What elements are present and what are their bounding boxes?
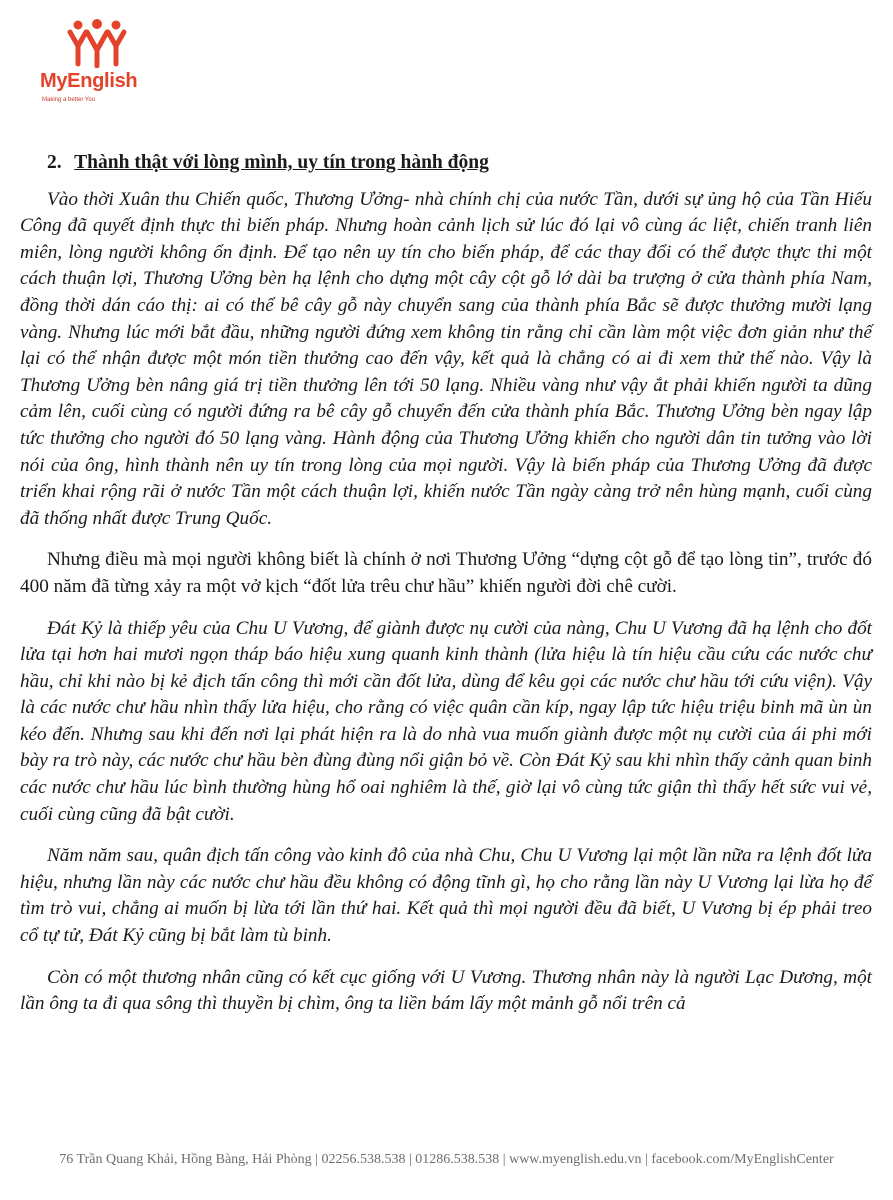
paragraph-five-years-later: Năm năm sau, quân địch tấn công vào kinh đô của nhà Chu, Chu U Vương lại một lần nữa ra lệnh đốt lửa hiệu, nhưng lần này các nước chư hầu đều không có động tĩnh gì, họ cho rằng lần này U Vương lại lừa họ để tìm trò vui, chẳng ai muốn bị lừa tới lần thứ hai. Kết quả thì mọi người đều đã biết, U Vương bị ép phải treo cổ tự tử, Đát Kỷ cũng bị bắt làm tù binh. bbox=[20, 845, 872, 947]
paragraph-thuong-uong: Vào thời Xuân thu Chiến quốc, Thương Ưởng- nhà chính chị của nước Tần, dưới sự ủng hộ của Tần Hiếu Công đã quyết định thực thi biến pháp. Nhưng hoàn cảnh lịch sử lúc đó lại vô cùng ác liệt, chiến tranh liên miên, lòng người không ổn định. Để tạo nên uy tín cho biến pháp, để các thay đổi có thể được thực thi một cách thuận lợi, Thương Ưởng bèn hạ lệnh cho dựng một cây cột gỗ lớ dài ba trượng ở cửa thành phía Nam, đồng thời dán cáo thị: ai có thể bê cây gỗ này chuyển sang của thành phía Bắc sẽ được thưởng mười lạng vàng. Nhưng lúc mới bắt đầu, những người đứng xem không tin rằng chỉ cần làm một việc đơn giản như thế lại có thể nhận được một món tiền thưởng cao đến vậy, kết quả là chẳng có ai đi xem thử thế nào. Vậy là Thương Ưởng bèn nâng giá trị tiền thưởng lên tới 50 lạng. Nhiều vàng như vậy ắt phải khiến người ta dũng cảm lên, cuối cùng có người đứng ra bê cây gỗ chuyển đến cửa thành phía Bắc. Thương Ưởng bèn ngay lập tức thưởng cho người đó 50 lạng vàng. Hành động của Thương Ưởng khiến cho người dân tin tưởng vào lời nói của ông, hình thành nên uy tín trong lòng của mọi người. Vậy là biến pháp của Thương Ưởng đã được triển khai rộng rãi ở nước Tần một cách thuận lợi, khiến nước Tần ngày càng trở nên hùng mạnh, cuối cùng đã thống nhất được Trung Quốc. bbox=[20, 188, 872, 529]
paragraph-transition: Nhưng điều mà mọi người không biết là chính ở nơi Thương Ưởng “dựng cột gỗ để tạo lòng tin”, trước đó 400 năm đã từng xảy ra một vở kịch “đốt lửa trêu chư hầu” khiến người đời chê cười. bbox=[20, 549, 872, 597]
page-footer: 76 Trần Quang Khải, Hồng Bàng, Hải Phòng | 02256.538.538 | 01286.538.538 | www.myenglish.edu.vn | facebook.com/MyEnglishCenter bbox=[59, 1152, 834, 1167]
three-people-logo-icon bbox=[66, 18, 128, 68]
logo-tagline: Making a better You bbox=[42, 97, 96, 103]
paragraph-merchant: Còn có một thương nhân cũng có kết cục giống với U Vương. Thương nhân này là người Lạc Dương, một lần ông ta đi qua sông thì thuyền bị chìm, ông ta liền bám lấy một mảnh gỗ nổi trên cả bbox=[20, 966, 872, 1015]
logo-text: MyEnglish bbox=[40, 70, 138, 92]
section-heading bbox=[47, 150, 872, 177]
brand-logo bbox=[40, 18, 160, 103]
section-number: 2. bbox=[47, 152, 62, 173]
document-body bbox=[20, 150, 872, 1033]
section-title: Thành thật với lòng mình, uy tín trong hành động bbox=[74, 152, 489, 173]
paragraph-dat-ky: Đát Kỷ là thiếp yêu của Chu U Vương, để giành được nụ cười của nàng, Chu U Vương đã hạ lệnh cho đốt lửa tại hơn hai mươi ngọn tháp báo hiệu xung quanh kinh thành (lửa hiệu là tín hiệu cầu cứu các nước chư hầu, chỉ khi nào bị kẻ địch tấn công thì mới cần đốt lửa, dùng để kêu gọi các nước chư hầu tới cứu viện). Vậy là các nước chư hầu nhìn thấy lửa hiệu, cho rằng có việc quân cần kíp, ngay lập tức hiệu triệu binh mã ùn ùn kéo đến. Nhưng sau khi đến nơi lại phát hiện ra là do nhà vua muốn giành được một nụ cười của ái phi mới bày ra trò này, các nước chư hầu bèn đùng đùng nổi giận bỏ về. Còn Đát Kỷ sau khi nhìn thấy cảnh quan binh các nước chư hầu lúc bình thường hùng hổ oai nghiêm là thế, giờ lại vô cùng tức giận thì thấy hết sức vui vẻ, cuối cùng cũng đã bật cười. bbox=[20, 617, 872, 825]
